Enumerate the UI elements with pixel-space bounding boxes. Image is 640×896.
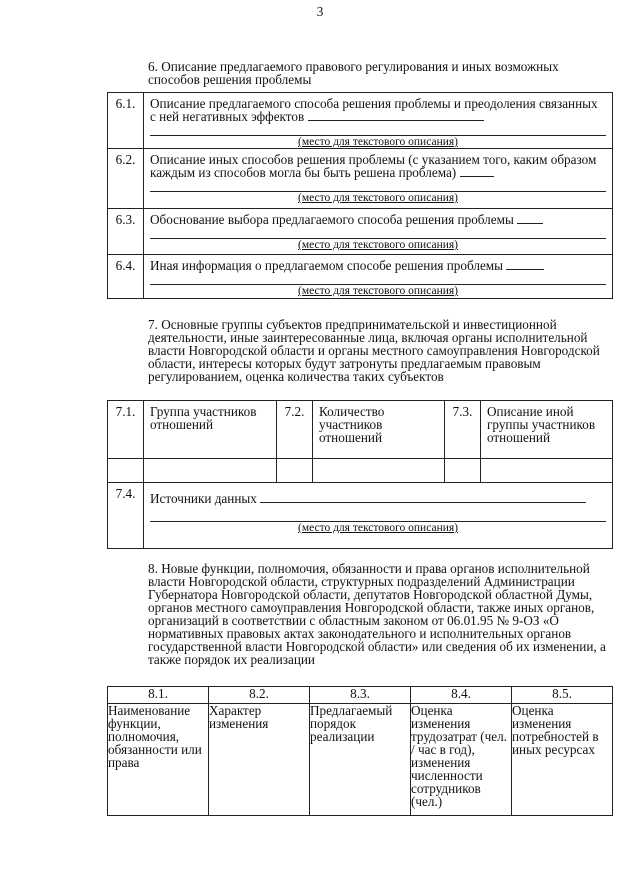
row-text: Источники данных bbox=[150, 491, 257, 506]
row-text: Описание иных способов решения проблемы (с указанием того, каким образом каждым из способов могла бы быть решена проблема) bbox=[150, 152, 597, 180]
empty-cell[interactable] bbox=[313, 459, 445, 483]
col-8-3-number: 8.3. bbox=[310, 687, 411, 704]
row-7-header bbox=[108, 401, 613, 459]
text-hint: (место для текстового описания) bbox=[297, 522, 458, 534]
row-7-empty bbox=[108, 459, 613, 483]
row-number: 7.4. bbox=[108, 483, 144, 549]
col-8-2-number: 8.2. bbox=[209, 687, 310, 704]
row-number: 6.4. bbox=[108, 255, 144, 299]
section-8-heading: 8. Новые функции, полномочия, обязанности и права органов исполнительной власти Новгородской области, структурных подразделений Администрации Губернатора Новгородской области, депутатов Новгородской областной Думы, органов местного самоуправления Новгородской области, также иных органов, организаций в соответствии с областным законом от 06.01.95 № 9-ОЗ «О нормативных правовых актах законодательного и исполнительных органов государственной власти Новгородской области» или сведения об их изменении, а также порядок их реализации bbox=[148, 561, 606, 667]
row-6-1 bbox=[108, 93, 613, 149]
col-7-3-label: Описание иной группы участников отношений bbox=[487, 404, 596, 445]
section-6-heading: 6. Описание предлагаемого правового регулирования и иных возможных способов решения проблемы bbox=[148, 59, 559, 87]
text-hint: (место для текстового описания) bbox=[297, 285, 458, 297]
col-8-2-label: Характер изменения bbox=[209, 704, 310, 816]
row-6-4 bbox=[108, 255, 613, 299]
col-7-1-label: Группа участников отношений bbox=[150, 404, 257, 432]
empty-cell[interactable] bbox=[277, 459, 313, 483]
col-8-1-number: 8.1. bbox=[108, 687, 209, 704]
col-8-3-label: Предлагаемый порядок реализации bbox=[310, 704, 411, 816]
col-7-2-label: Количество участников отношений bbox=[319, 404, 385, 445]
row-text: Иная информация о предлагаемом способе решения проблемы bbox=[150, 258, 504, 273]
section-6-table bbox=[107, 92, 613, 299]
empty-cell[interactable] bbox=[481, 459, 613, 483]
text-hint: (место для текстового описания) bbox=[297, 136, 458, 148]
row-number: 6.1. bbox=[108, 93, 144, 149]
empty-cell[interactable] bbox=[445, 459, 481, 483]
col-7-1-number: 7.1. bbox=[108, 401, 144, 459]
row-number: 6.2. bbox=[108, 149, 144, 209]
row-6-2 bbox=[108, 149, 613, 209]
text-line[interactable] bbox=[150, 179, 606, 192]
row-6-3 bbox=[108, 209, 613, 255]
text-hint: (место для текстового описания) bbox=[297, 239, 458, 251]
text-hint: (место для текстового описания) bbox=[297, 192, 458, 204]
col-8-4-label: Оценка изменения трудозатрат (чел. / час в год), изменения численности сотрудников (чел.) bbox=[411, 704, 512, 816]
row-8-header bbox=[108, 687, 613, 704]
col-7-3-number: 7.3. bbox=[445, 401, 481, 459]
empty-cell[interactable] bbox=[144, 459, 277, 483]
section-7-table bbox=[107, 400, 613, 549]
section-7-heading: 7. Основные группы субъектов предпринимательской и инвестиционной деятельности, иные заинтересованные лица, включая органы исполнительной власти Новгородской области и органы местного самоуправления Новгородской области, интересы которых будут затронуты предлагаемым правовым регулированием, оценка количества таких субъектов bbox=[148, 317, 600, 384]
row-number: 6.3. bbox=[108, 209, 144, 255]
section-8-table bbox=[107, 686, 613, 816]
text-line[interactable] bbox=[150, 272, 606, 285]
row-text: Описание предлагаемого способа решения проблемы и преодоления связанных с ней негативных эффектов bbox=[150, 96, 598, 124]
text-line[interactable] bbox=[150, 123, 606, 136]
col-8-5-label: Оценка изменения потребностей в иных ресурсах bbox=[512, 704, 613, 816]
row-7-4 bbox=[108, 483, 613, 549]
col-8-5-number: 8.5. bbox=[512, 687, 613, 704]
page-number: 3 bbox=[316, 4, 324, 19]
col-8-1-label: Наименование функции, полномочия, обязанности или права bbox=[108, 704, 209, 816]
row-text: Обоснование выбора предлагаемого способа решения проблемы bbox=[150, 212, 514, 227]
row-8-labels bbox=[108, 704, 613, 816]
col-8-4-number: 8.4. bbox=[411, 687, 512, 704]
text-line[interactable] bbox=[150, 226, 606, 239]
empty-cell[interactable] bbox=[108, 459, 144, 483]
text-line[interactable] bbox=[150, 505, 606, 522]
col-7-2-number: 7.2. bbox=[277, 401, 313, 459]
